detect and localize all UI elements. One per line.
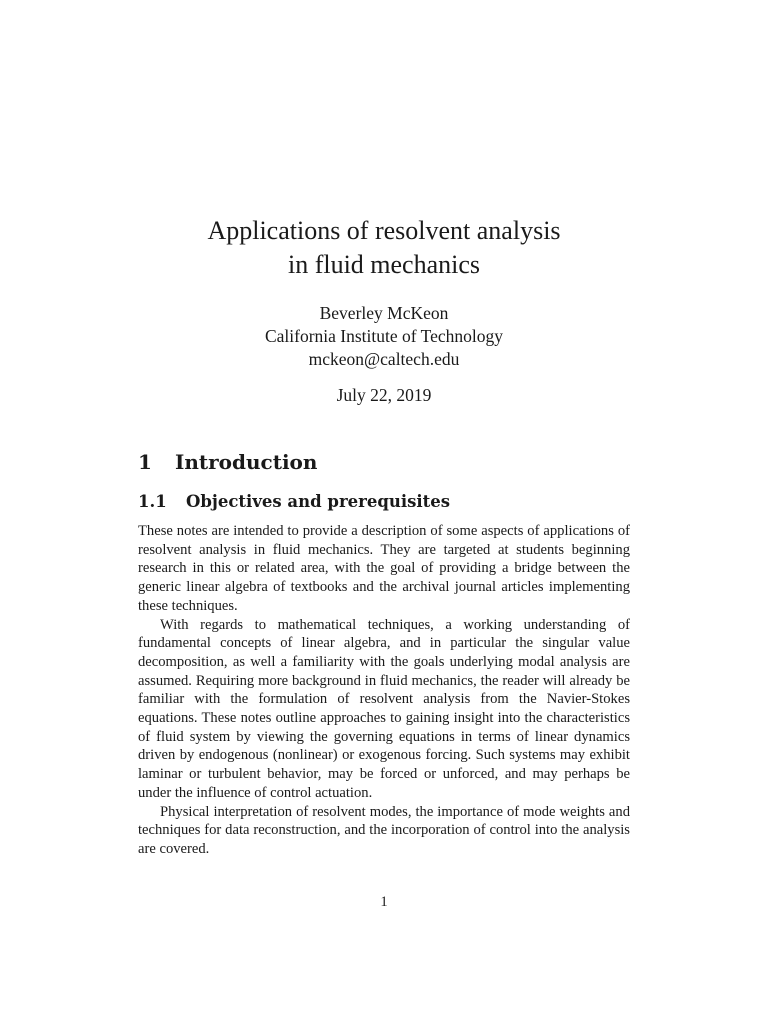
- publication-date: July 22, 2019: [336, 385, 432, 405]
- section-title: Introduction: [175, 450, 318, 474]
- author-name: Beverley McKeon: [319, 303, 449, 323]
- body-text: [138, 522, 630, 859]
- author-block: [0, 302, 768, 371]
- section-heading: [138, 449, 317, 475]
- paragraph: These notes are intended to provide a description of some aspects of applications of resolvent analysis in fluid mechanics. They are targeted at students beginning research in this or related area, with the goal of providing a bridge between the generic linear algebra of textbooks and the archival journal articles implementing these techniques.: [138, 523, 630, 614]
- paper-title: [0, 214, 768, 282]
- paragraph: Physical interpretation of resolvent modes, the importance of mode weights and techniques for data reconstruction, and the incorporation of control into the analysis are covered.: [138, 803, 630, 857]
- paragraph: With regards to mathematical techniques, a working understanding of fundamental concepts of linear algebra, and in particular the singular value decomposition, as well a familiarity with the goals underlying modal analysis are assumed. Requiring more background in fluid mechanics, the reader will already be familiar with the formulation of resolvent analysis from the Navier-Stokes equations. These notes outline approaches to gaining insight into the characteristics of fluid system by viewing the governing equations in terms of linear dynamics driven by endogenous (nonlinear) or exogenous forcing. Such systems may exhibit laminar or turbulent behavior, may be forced or unforced, and may perhaps be under the influence of control actuation.: [138, 616, 630, 801]
- section-number: 1: [138, 450, 152, 474]
- author-email: mckeon@caltech.edu: [308, 349, 460, 369]
- title-line-1: Applications of resolvent analysis: [207, 216, 561, 245]
- subsection-number: 1.1: [138, 492, 167, 511]
- subsection-heading: [138, 491, 450, 513]
- title-line-2: in fluid mechanics: [287, 250, 481, 279]
- page-number: 1: [380, 894, 388, 910]
- author-affiliation: California Institute of Technology: [264, 326, 504, 346]
- subsection-title: Objectives and prerequisites: [186, 492, 451, 511]
